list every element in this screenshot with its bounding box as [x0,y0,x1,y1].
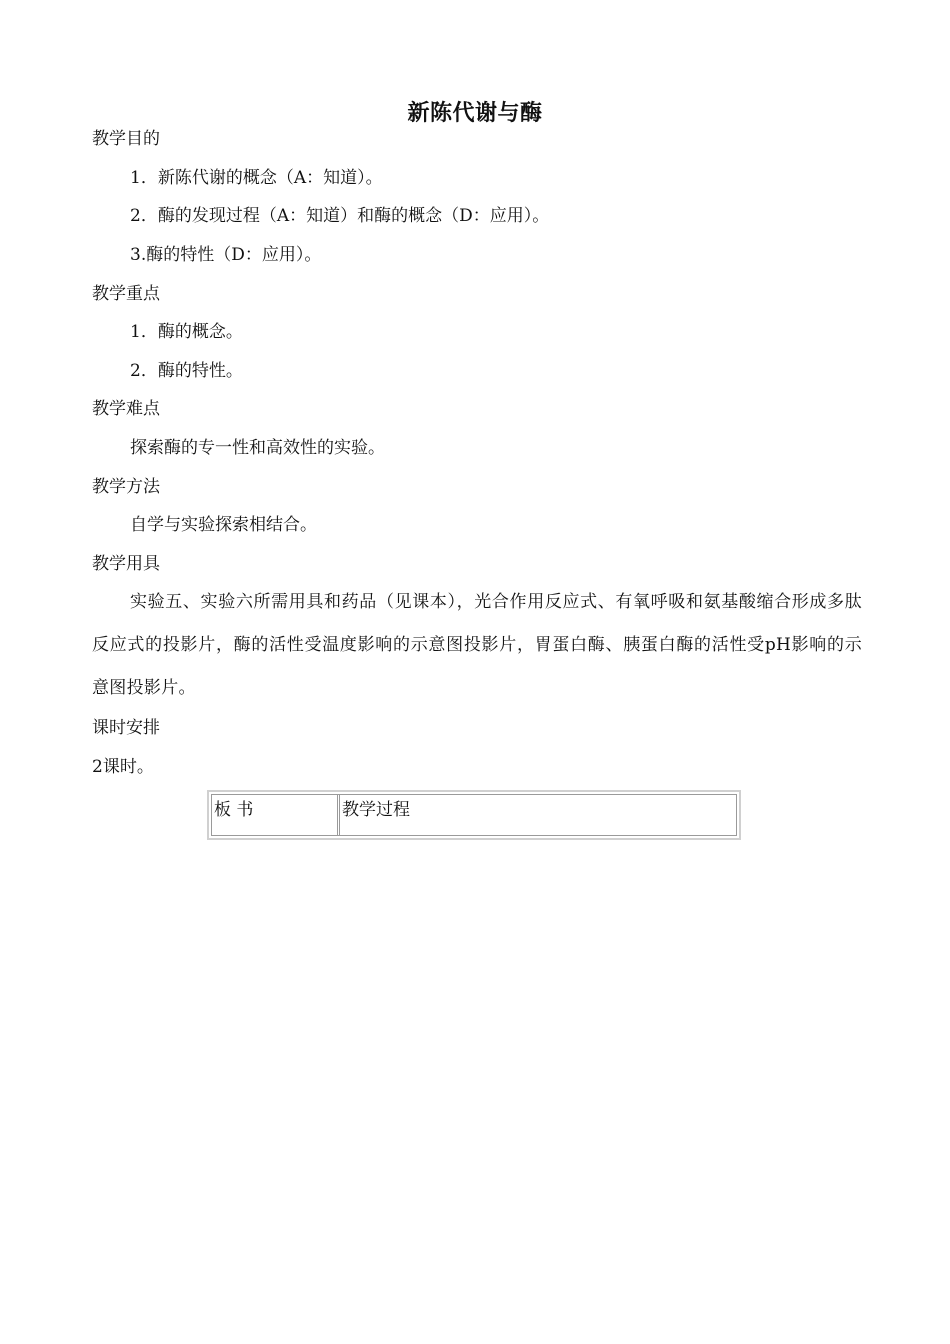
key-point-item: 2．酶的特性。 [130,361,243,381]
methods-heading: 教学方法 [92,477,160,497]
difficulties-text: 探索酶的专一性和高效性的实验。 [130,438,385,458]
tools-heading: 教学用具 [92,554,160,574]
lesson-table [207,790,741,840]
objectives-heading: 教学目的 [92,129,160,149]
objective-item: 1．新陈代谢的概念（A：知道）。 [130,168,383,188]
lesson-table-row [211,794,737,836]
table-cell-blackboard: 板 书 [212,795,340,835]
tools-paragraph: 实验五、实验六所需用具和药品（见课本），光合作用反应式、有氧呼吸和氨基酸缩合形成多肽反应式的投影片，酶的活性受温度影响的示意图投影片，胃蛋白酶、胰蛋白酶的活性受pH影响的示意图投影片。 [92,592,862,698]
table-cell-process: 教学过程 [342,800,410,820]
document-title: 新陈代谢与酶 [407,101,543,126]
key-point-item: 1．酶的概念。 [130,322,243,342]
methods-text: 自学与实验探索相结合。 [130,515,317,535]
objective-item: 2．酶的发现过程（A：知道）和酶的概念（D：应用）。 [130,206,550,226]
key-points-heading: 教学重点 [92,284,160,304]
difficulties-heading: 教学难点 [92,399,160,419]
objective-item: 3.酶的特性（D：应用）。 [130,245,322,265]
schedule-heading: 课时安排 [92,718,160,738]
schedule-text: 2课时。 [92,757,154,777]
